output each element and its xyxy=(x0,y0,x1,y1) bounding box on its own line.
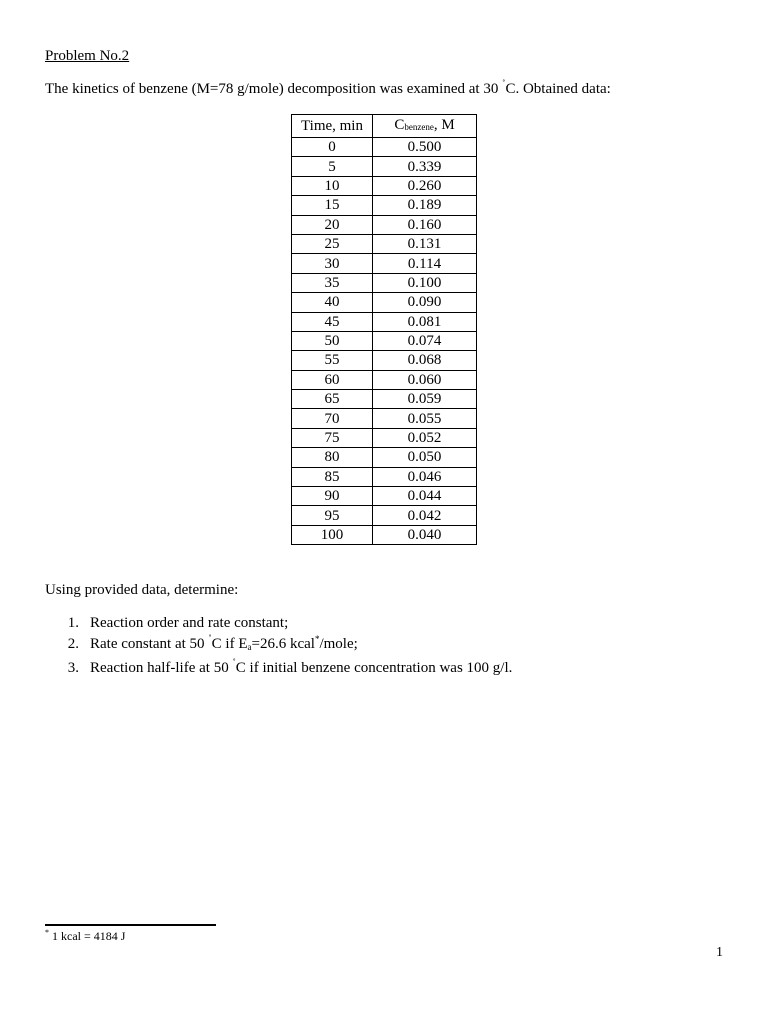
time-cell: 15 xyxy=(292,196,373,215)
time-cell: 35 xyxy=(292,273,373,292)
time-cell: 85 xyxy=(292,467,373,486)
task-item-1 xyxy=(45,613,512,634)
task-number-wrapper xyxy=(45,658,90,679)
time-column-header: Time, min xyxy=(292,115,373,138)
table-row xyxy=(292,506,477,525)
concentration-cell: 0.160 xyxy=(373,215,477,234)
footnote-text: 1 kcal = 4184 J xyxy=(49,929,126,943)
task-text-part: =26.6 kcal xyxy=(251,636,315,652)
concentration-cell: 0.131 xyxy=(373,234,477,253)
table-row xyxy=(292,525,477,544)
task-text-part: Rate constant at 50 xyxy=(90,636,209,652)
time-cell: 75 xyxy=(292,428,373,447)
concentration-column-header xyxy=(373,115,477,138)
concentration-symbol: C xyxy=(394,117,405,133)
time-cell: 60 xyxy=(292,370,373,389)
time-cell: 45 xyxy=(292,312,373,331)
time-cell: 80 xyxy=(292,448,373,467)
task-item-2 xyxy=(45,634,512,658)
intro-paragraph xyxy=(45,80,611,98)
instructions-lead: Using provided data, determine: xyxy=(45,582,239,598)
time-cell: 70 xyxy=(292,409,373,428)
concentration-cell: 0.044 xyxy=(373,487,477,506)
concentration-cell: 0.090 xyxy=(373,293,477,312)
intro-text-end: C. Obtained data: xyxy=(505,81,611,97)
activation-energy-subscript: a xyxy=(247,642,252,652)
table-body xyxy=(292,138,477,545)
task-number-wrapper xyxy=(45,634,90,655)
table-row xyxy=(292,351,477,370)
footnote-separator xyxy=(45,924,216,926)
concentration-cell: 0.059 xyxy=(373,390,477,409)
concentration-cell: 0.189 xyxy=(373,196,477,215)
time-cell: 95 xyxy=(292,506,373,525)
task-number: 2. xyxy=(67,636,79,652)
table-row xyxy=(292,448,477,467)
task-number: 1. xyxy=(67,615,79,631)
task-text-part: C if initial benzene concentration was 100 g/l. xyxy=(235,660,513,676)
concentration-cell: 0.081 xyxy=(373,312,477,331)
task-number: 3. xyxy=(67,660,79,676)
table-row xyxy=(292,428,477,447)
time-cell: 100 xyxy=(292,525,373,544)
concentration-unit: , M xyxy=(433,117,455,133)
concentration-cell: 0.055 xyxy=(373,409,477,428)
intro-text-start: The kinetics of benzene (M=78 g/mole) decomposition was examined at 30 xyxy=(45,81,503,97)
table-row xyxy=(292,273,477,292)
concentration-cell: 0.046 xyxy=(373,467,477,486)
page-number: 1 xyxy=(716,945,723,960)
table-row xyxy=(292,234,477,253)
time-cell: 10 xyxy=(292,176,373,195)
footnote-mark: * xyxy=(45,928,49,937)
kinetics-data-table xyxy=(291,114,477,545)
task-list xyxy=(45,613,512,679)
concentration-subscript: benzene xyxy=(404,122,434,132)
time-cell: 5 xyxy=(292,157,373,176)
time-cell: 55 xyxy=(292,351,373,370)
footnote-reference: * xyxy=(314,634,320,644)
table-row xyxy=(292,176,477,195)
time-cell: 65 xyxy=(292,390,373,409)
concentration-cell: 0.260 xyxy=(373,176,477,195)
concentration-cell: 0.500 xyxy=(373,138,477,157)
task-number-wrapper xyxy=(45,613,90,634)
concentration-cell: 0.068 xyxy=(373,351,477,370)
table-row xyxy=(292,312,477,331)
concentration-cell: 0.040 xyxy=(373,525,477,544)
table-row xyxy=(292,331,477,350)
concentration-cell: 0.052 xyxy=(373,428,477,447)
concentration-cell: 0.339 xyxy=(373,157,477,176)
table-row xyxy=(292,370,477,389)
table-row xyxy=(292,293,477,312)
task-text: Reaction order and rate constant; xyxy=(90,615,289,631)
footnote xyxy=(45,929,125,944)
concentration-cell: 0.074 xyxy=(373,331,477,350)
concentration-cell: 0.042 xyxy=(373,506,477,525)
task-item-3 xyxy=(45,658,512,679)
task-text-part: Reaction half-life at 50 xyxy=(90,660,233,676)
task-text-part: C if E xyxy=(211,636,248,652)
concentration-cell: 0.060 xyxy=(373,370,477,389)
table-row xyxy=(292,138,477,157)
table-row xyxy=(292,467,477,486)
concentration-cell: 0.114 xyxy=(373,254,477,273)
degree-symbol: ˚ xyxy=(502,79,506,90)
table-row xyxy=(292,487,477,506)
table-row xyxy=(292,390,477,409)
time-cell: 30 xyxy=(292,254,373,273)
degree-symbol: ˚ xyxy=(208,634,212,645)
time-cell: 90 xyxy=(292,487,373,506)
concentration-cell: 0.100 xyxy=(373,273,477,292)
table-row xyxy=(292,409,477,428)
table-row xyxy=(292,157,477,176)
table-header-row xyxy=(292,115,477,138)
problem-title: Problem No.2 xyxy=(45,48,130,64)
degree-symbol: ˚ xyxy=(232,658,236,669)
task-text-part: /mole; xyxy=(319,636,358,652)
table-row xyxy=(292,215,477,234)
table-row xyxy=(292,196,477,215)
table-row xyxy=(292,254,477,273)
time-cell: 40 xyxy=(292,293,373,312)
time-cell: 20 xyxy=(292,215,373,234)
time-cell: 25 xyxy=(292,234,373,253)
time-cell: 50 xyxy=(292,331,373,350)
concentration-cell: 0.050 xyxy=(373,448,477,467)
time-cell: 0 xyxy=(292,138,373,157)
